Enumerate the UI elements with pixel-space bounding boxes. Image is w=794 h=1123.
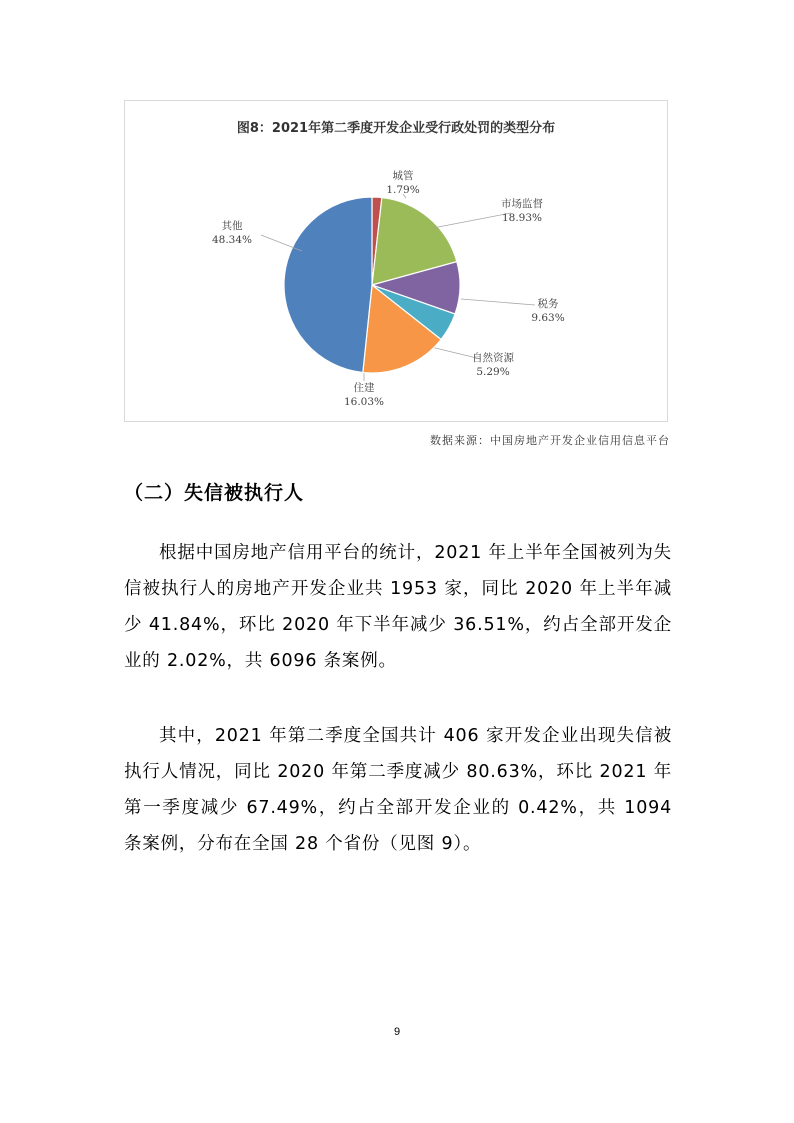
paragraph-1: 根据中国房地产信用平台的统计，2021 年上半年全国被列为失信被执行人的房地产开发企业共 1953 家，同比 2020 年上半年减少 41.84%，环比 2020 年下半年减少 36.51%，约占全部开发企业的 2.02%，共 6096 条案例。	[124, 543, 672, 671]
slice-percent: 18.93%	[501, 212, 543, 224]
pie-slice	[284, 197, 372, 373]
source-note: 数据来源：中国房地产开发企业信用信息平台	[430, 434, 670, 447]
slice-label: 税务	[537, 298, 559, 310]
slice-percent: 5.29%	[476, 366, 510, 378]
paragraph-2: 其中，2021 年第二季度全国共计 406 家开发企业出现失信被执行人情况，同比 2020 年第二季度减少 80.63%，环比 2021 年第一季度减少 67.49%，约占全部开发企业的 0.42%，共 1094 条案例，分布在全国 28 个省份（见图 9）。	[124, 726, 672, 854]
slice-percent: 16.03%	[343, 396, 385, 408]
page-number: 9	[393, 1026, 401, 1038]
slice-label: 市场监督	[501, 198, 543, 210]
chart-title: 图8：2021年第二季度开发企业受行政处罚的类型分布	[236, 121, 556, 136]
slice-label: 住建	[353, 382, 375, 394]
section-heading: （二）失信被执行人	[124, 482, 305, 504]
slice-label: 城管	[392, 170, 414, 182]
slice-percent: 9.63%	[531, 312, 565, 324]
pie-chart	[125, 101, 667, 421]
slice-label: 自然资源	[472, 352, 514, 364]
chart-frame	[124, 100, 668, 422]
leader-line	[461, 299, 535, 305]
slice-label: 其他	[221, 220, 243, 232]
slice-percent: 48.34%	[211, 234, 253, 246]
leader-line	[433, 213, 511, 228]
slice-percent: 1.79%	[386, 184, 420, 196]
